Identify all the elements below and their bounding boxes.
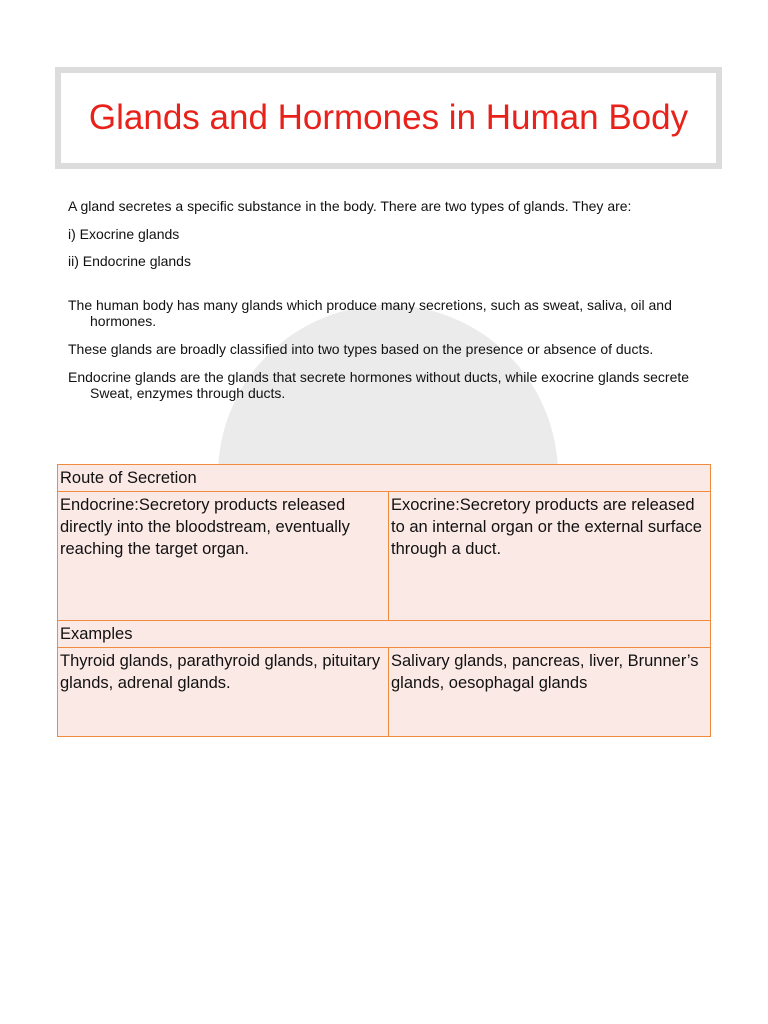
route-exocrine-cell: Exocrine:Secretory products are released to an internal organ or the external surface through a duct. [389, 492, 711, 621]
body-text [68, 198, 718, 413]
list-item-exocrine: i) Exocrine glands [68, 226, 180, 242]
table-row [58, 648, 711, 737]
paragraph-classification: These glands are broadly classified into two types based on the presence or absence of ducts. [68, 341, 654, 357]
table-row [58, 465, 711, 492]
secretion-table [57, 464, 711, 737]
route-header-cell: Route of Secretion [58, 465, 711, 492]
paragraph-glands-secretions: The human body has many glands which produce many secretions, such as sweat, saliva, oil and hormones. [68, 297, 672, 329]
examples-exocrine-cell: Salivary glands, pancreas, liver, Brunner’s glands, oesophagal glands [389, 648, 711, 737]
page-title: Glands and Hormones in Human Body [88, 98, 689, 137]
intro-paragraph: A gland secretes a specific substance in the body. There are two types of glands. They are: [68, 198, 632, 214]
list-item-endocrine: ii) Endocrine glands [68, 253, 191, 269]
examples-endocrine-cell: Thyroid glands, parathyroid glands, pituitary glands, adrenal glands. [58, 648, 389, 737]
route-endocrine-cell: Endocrine:Secretory products released directly into the bloodstream, eventually reaching the target organ. [58, 492, 389, 621]
table-row [58, 621, 711, 648]
examples-header-cell: Examples [58, 621, 711, 648]
title-box [55, 67, 722, 169]
paragraph-endocrine-exocrine: Endocrine glands are the glands that secrete hormones without ducts, while exocrine glands secrete Sweat, enzymes through ducts. [68, 369, 690, 401]
table-row [58, 492, 711, 621]
